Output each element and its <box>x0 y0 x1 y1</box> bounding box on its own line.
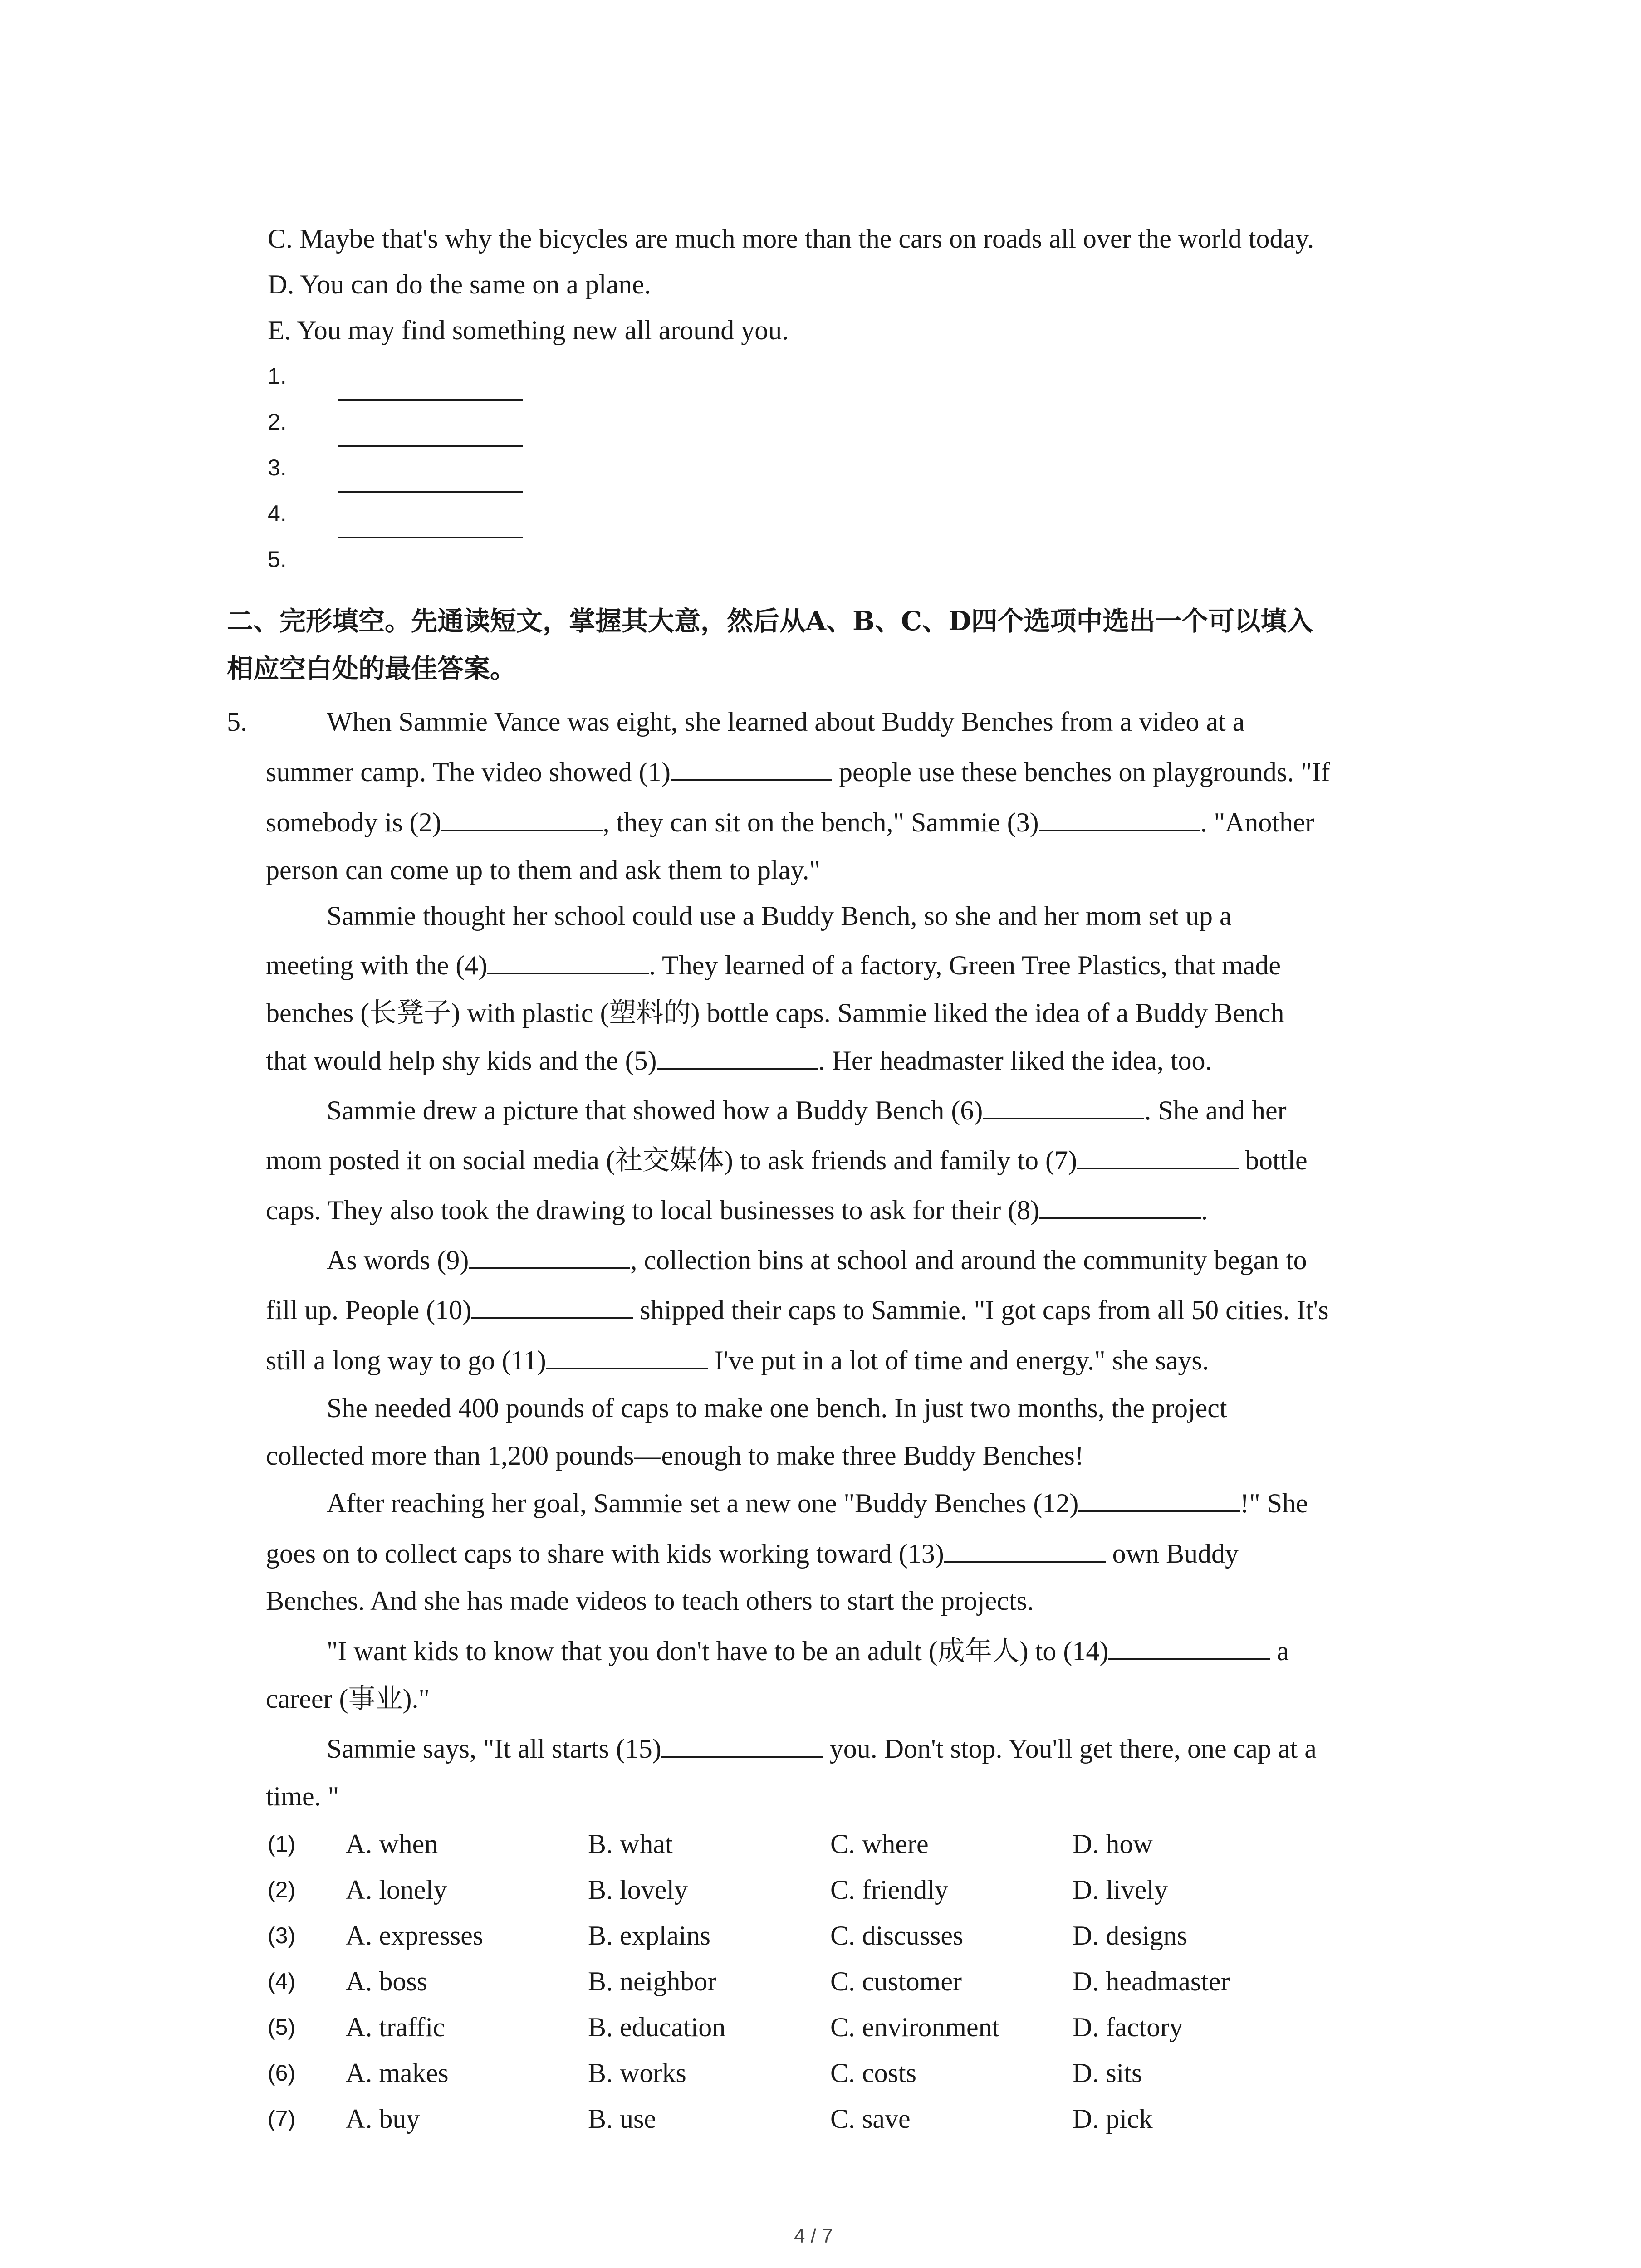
passage-text: bottle <box>1239 1145 1308 1175</box>
option-b[interactable]: B. explains <box>588 1921 710 1950</box>
option-row-number: (6) <box>268 2060 296 2086</box>
cloze-blank-8[interactable] <box>1039 1194 1201 1219</box>
passage-text: , they can sit on the bench," Sammie (3) <box>603 807 1039 837</box>
passage-line <box>266 1194 1208 1227</box>
option-d[interactable]: D. pick <box>1073 2104 1153 2134</box>
passage-text: She needed 400 pounds of caps to make one bench. In just two months, the project <box>327 1393 1227 1423</box>
passage-text: When Sammie Vance was eight, she learned about Buddy Benches from a video at a <box>327 707 1245 737</box>
passage-line <box>266 949 1281 982</box>
cloze-blank-13[interactable] <box>944 1537 1106 1563</box>
passage-text: still a long way to go (11) <box>266 1345 546 1375</box>
passage-text: career (事业)." <box>266 1684 430 1714</box>
passage-text: Sammie drew a picture that showed how a Buddy Bench (6) <box>327 1095 983 1125</box>
answer-number: 3. <box>268 455 287 480</box>
passage-line <box>266 1344 1209 1377</box>
passage-text: meeting with the (4) <box>266 950 488 980</box>
page-number: 4 / 7 <box>794 2225 833 2247</box>
option-a[interactable]: A. lonely <box>346 1875 447 1905</box>
passage-text: . Her headmaster liked the idea, too. <box>818 1046 1212 1075</box>
option-c[interactable]: C. where <box>830 1829 929 1859</box>
option-row-number: (5) <box>268 2014 296 2040</box>
option-a[interactable]: A. traffic <box>346 2012 445 2042</box>
passage-text: summer camp. The video showed (1) <box>266 757 671 787</box>
option-b[interactable]: B. works <box>588 2058 686 2088</box>
passage-line <box>327 1732 1317 1765</box>
passage-line <box>327 1487 1308 1520</box>
option-row-number: (7) <box>268 2106 296 2131</box>
option-d[interactable]: D. factory <box>1073 2012 1183 2042</box>
option-b[interactable]: B. neighbor <box>588 1966 717 1996</box>
passage-line <box>266 1682 430 1715</box>
passage-text: time. " <box>266 1781 339 1811</box>
passage-text: mom posted it on social media (社交媒体) to ask friends and family to (7) <box>266 1145 1077 1175</box>
cloze-blank-3[interactable] <box>1039 806 1200 831</box>
cloze-blank-4[interactable] <box>487 949 649 974</box>
passage-text: . She and her <box>1144 1095 1287 1125</box>
passage-text: caps. They also took the drawing to local businesses to ask for their (8) <box>266 1195 1040 1225</box>
section-heading-line2: 相应空白处的最佳答案。 <box>227 653 517 684</box>
option-d[interactable]: D. how <box>1073 1829 1153 1859</box>
passage-text: I've put in a lot of time and energy." she says. <box>707 1345 1209 1375</box>
option-d[interactable]: D. lively <box>1073 1875 1168 1905</box>
passage-text: Sammie thought her school could use a Buddy Bench, so she and her mom set up a <box>327 901 1232 931</box>
passage-line <box>327 1244 1307 1276</box>
option-a[interactable]: A. expresses <box>346 1921 484 1950</box>
option-b[interactable]: B. use <box>588 2104 656 2134</box>
answer-number: 4. <box>268 501 287 526</box>
option-c[interactable]: C. costs <box>830 2058 917 2088</box>
passage-text: a <box>1270 1636 1289 1666</box>
cloze-blank-11[interactable] <box>546 1344 708 1369</box>
passage-text: people use these benches on playgrounds. "If <box>832 757 1330 787</box>
passage-text: . "Another <box>1200 807 1314 837</box>
cloze-blank-12[interactable] <box>1078 1487 1240 1512</box>
option-a[interactable]: A. buy <box>346 2104 420 2134</box>
passage-line <box>266 997 1284 1029</box>
option-a[interactable]: A. boss <box>346 1966 428 1996</box>
passage-line <box>327 1635 1289 1667</box>
passage-text: , collection bins at school and around the community began to <box>630 1245 1307 1275</box>
passage-text: person can come up to them and ask them to play." <box>266 855 820 885</box>
cloze-blank-14[interactable] <box>1108 1635 1270 1660</box>
option-a[interactable]: A. when <box>346 1829 438 1859</box>
passage-line <box>327 899 1232 932</box>
passage-text: As words (9) <box>327 1245 469 1275</box>
answer-blank-4[interactable] <box>338 537 523 538</box>
passage-line <box>266 1294 1329 1326</box>
option-b[interactable]: B. education <box>588 2012 726 2042</box>
passage-line <box>266 1780 339 1813</box>
answer-blank-1[interactable] <box>338 399 523 401</box>
option-b[interactable]: B. lovely <box>588 1875 688 1905</box>
cloze-blank-1[interactable] <box>671 756 832 781</box>
question-number: 5. <box>227 707 247 737</box>
passage-line <box>266 1144 1308 1177</box>
passage-text: !" She <box>1240 1488 1308 1518</box>
option-row-number: (3) <box>268 1923 296 1948</box>
passage-text: fill up. People (10) <box>266 1295 472 1325</box>
passage-text: goes on to collect caps to share with kids working toward (13) <box>266 1539 944 1569</box>
passage-text: collected more than 1,200 pounds—enough to make three Buddy Benches! <box>266 1441 1084 1471</box>
passage-line <box>266 1439 1084 1472</box>
option-d[interactable]: D. designs <box>1073 1921 1188 1950</box>
cloze-blank-7[interactable] <box>1077 1144 1239 1169</box>
option-c[interactable]: C. save <box>830 2104 911 2134</box>
option-d[interactable]: D. sits <box>1073 2058 1142 2088</box>
cloze-blank-9[interactable] <box>469 1244 630 1269</box>
option-c[interactable]: C. environment <box>830 2012 1000 2042</box>
passage-text: you. Don't stop. You'll get there, one cap at a <box>823 1734 1317 1764</box>
cloze-blank-5[interactable] <box>657 1044 818 1070</box>
option-d[interactable]: D. headmaster <box>1073 1966 1230 1996</box>
option-row-number: (4) <box>268 1969 296 1994</box>
passage-line <box>266 1584 1034 1617</box>
answer-number: 5. <box>268 547 287 572</box>
option-c[interactable]: C. customer <box>830 1966 962 1996</box>
passage-text: . <box>1201 1195 1208 1225</box>
option-c[interactable]: C. discusses <box>830 1921 964 1950</box>
passage-line <box>266 756 1330 788</box>
passage-line <box>327 1392 1227 1424</box>
option-a[interactable]: A. makes <box>346 2058 449 2088</box>
option-b[interactable]: B. what <box>588 1829 673 1859</box>
cloze-blank-2[interactable] <box>441 806 603 831</box>
passage-text: own Buddy <box>1105 1539 1239 1569</box>
passage-line <box>327 705 1244 738</box>
passage-line <box>266 854 820 886</box>
passage-line <box>266 806 1314 839</box>
section-heading-line1: 二、完形填空。先通读短文，掌握其大意，然后从A、B、C、D四个选项中选出一个可以填入 <box>227 606 1313 636</box>
option-row-number: (1) <box>268 1831 296 1857</box>
cloze-blank-15[interactable] <box>661 1732 823 1758</box>
passage-text: . They learned of a factory, Green Tree Plastics, that made <box>649 950 1281 980</box>
prev-option-d: D. You can do the same on a plane. <box>268 269 651 299</box>
passage-line <box>266 1044 1212 1077</box>
prev-option-c: C. Maybe that's why the bicycles are much more than the cars on roads all over the world today. <box>268 224 1314 254</box>
passage-line <box>327 1094 1287 1127</box>
passage-text: shipped their caps to Sammie. "I got caps from all 50 cities. It's <box>633 1295 1329 1325</box>
passage-line <box>266 1537 1239 1570</box>
cloze-blank-6[interactable] <box>983 1094 1144 1119</box>
passage-text: Sammie says, "It all starts (15) <box>327 1734 661 1764</box>
answer-number: 1. <box>268 363 287 389</box>
passage-text: "I want kids to know that you don't have to be an adult (成年人) to (14) <box>327 1636 1109 1666</box>
answer-number: 2. <box>268 409 287 435</box>
passage-text: somebody is (2) <box>266 807 441 837</box>
answer-blank-2[interactable] <box>338 445 523 447</box>
passage-text: benches (长凳子) with plastic (塑料的) bottle caps. Sammie liked the idea of a Buddy Bench <box>266 998 1284 1028</box>
passage-text: Benches. And she has made videos to teach others to start the projects. <box>266 1586 1034 1616</box>
passage-text: that would help shy kids and the (5) <box>266 1046 657 1075</box>
prev-option-e: E. You may find something new all around you. <box>268 315 789 345</box>
option-row-number: (2) <box>268 1877 296 1902</box>
option-c[interactable]: C. friendly <box>830 1875 948 1905</box>
passage-text: After reaching her goal, Sammie set a new one "Buddy Benches (12) <box>327 1488 1079 1518</box>
cloze-blank-10[interactable] <box>471 1294 633 1319</box>
answer-blank-3[interactable] <box>338 491 523 493</box>
